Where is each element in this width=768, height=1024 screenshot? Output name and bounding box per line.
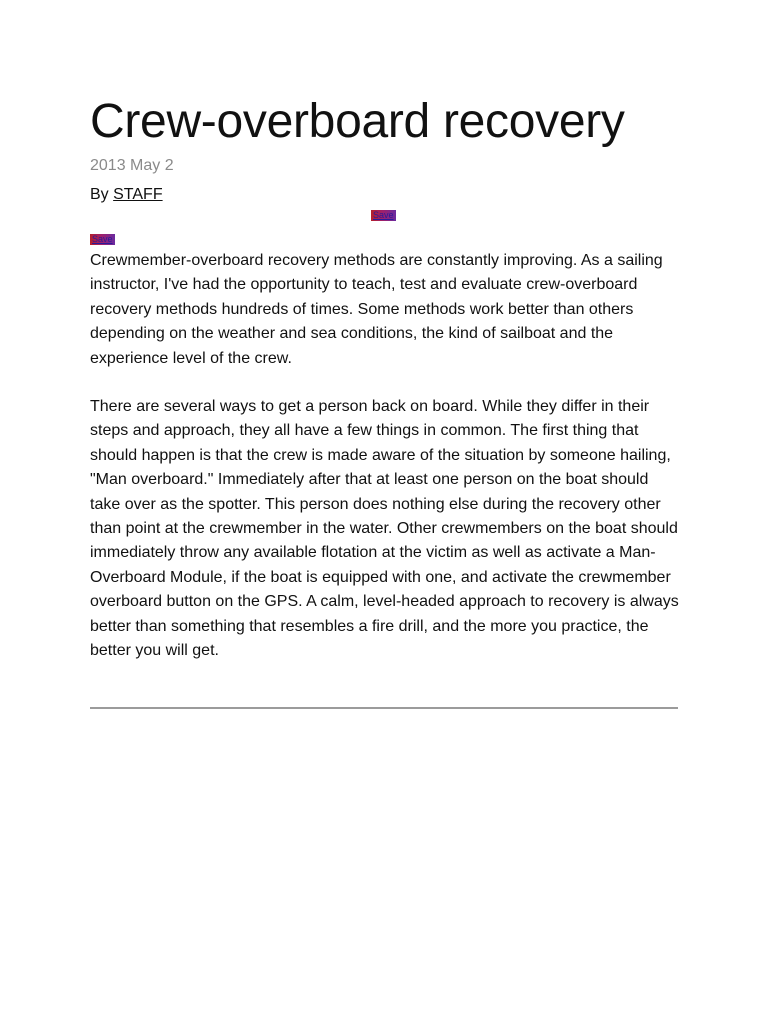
- paragraph: Crewmember-overboard recovery methods are constantly improving. As a sailing instructor, I've had the opportunity to teach, test and evaluate crew-overboard recovery methods hundreds of times. Some methods work better than others depending on the weather and sea conditions, the kind of sailboat and the experience level of the crew.: [90, 252, 663, 367]
- article-body: [90, 249, 680, 664]
- divider: [90, 707, 678, 709]
- save-button-left[interactable]: Save: [92, 234, 113, 244]
- save-row-left: [90, 229, 680, 245]
- article-date: 2013 May 2: [90, 157, 174, 174]
- article: [90, 92, 680, 688]
- article-title: Crew-overboard recovery: [90, 95, 625, 148]
- save-button-center[interactable]: Save: [373, 210, 394, 220]
- paragraph: There are several ways to get a person back on board. While they differ in their steps and approach, they all have a few things in common. The first thing that should happen is that the crew is made aware of the situation by someone hailing, "Man overboard." Immediately after that at least one person on the boat should take over as the spotter. This person does nothing else during the recovery other than point at the crewmember in the water. Other crewmembers on the boat should immediately throw any available flotation at the victim as well as activate a Man-Overboard Module, if the boat is equipped with one, and activate the crewmember overboard button on the GPS. A calm, level-headed approach to recovery is always better than something that resembles a fire drill, and the more you practice, the better you will get.: [90, 398, 679, 660]
- byline: [90, 184, 680, 206]
- save-row-center: [90, 209, 680, 231]
- byline-prefix: By: [90, 186, 114, 203]
- author-link[interactable]: STAFF: [113, 186, 163, 203]
